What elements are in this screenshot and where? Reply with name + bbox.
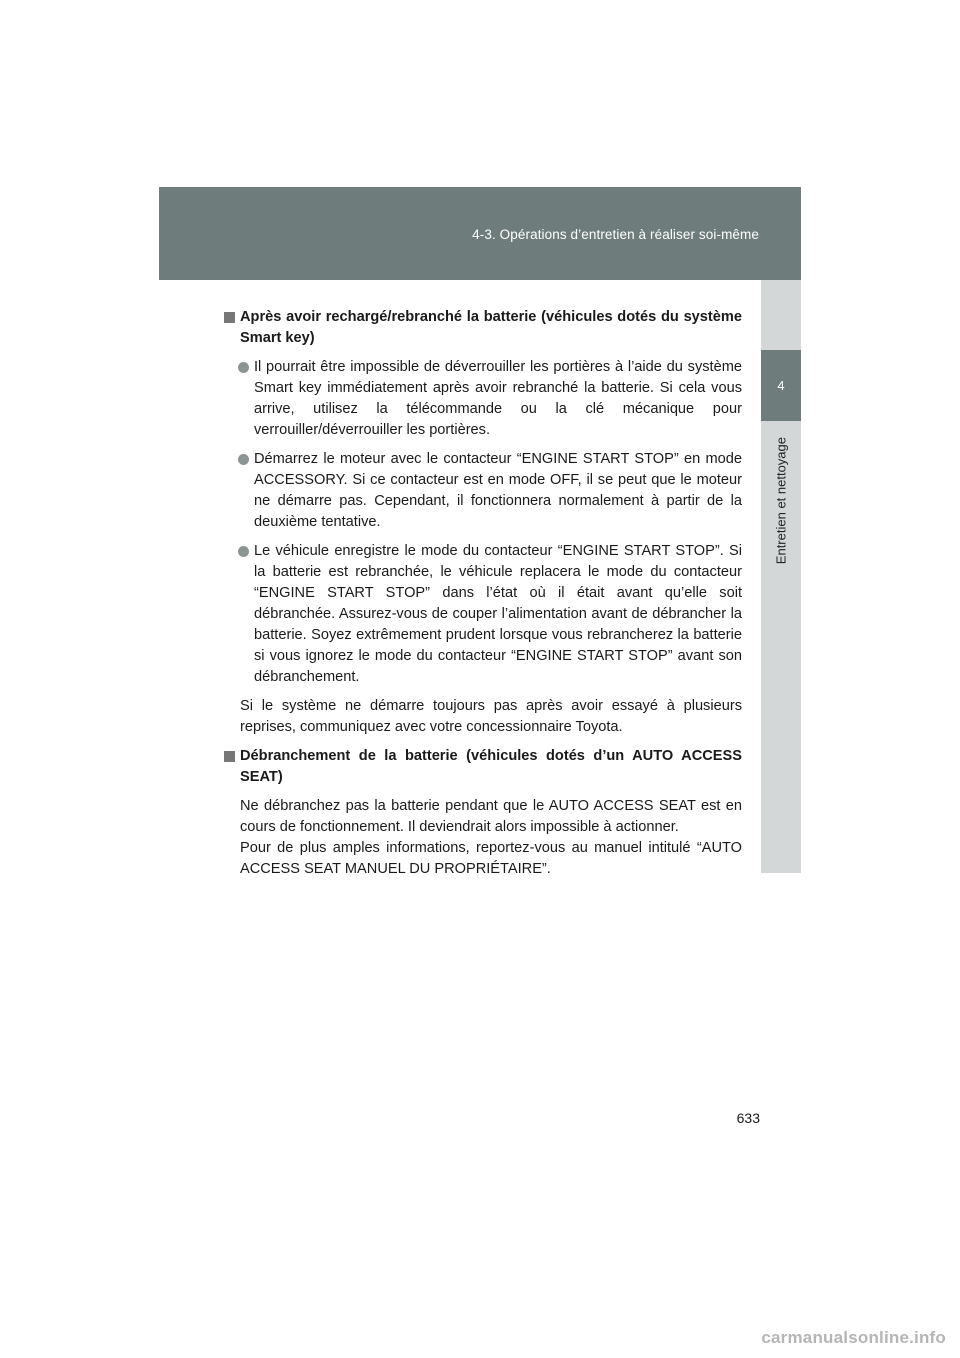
note-text: Si le système ne démarre toujours pas après avoir essayé à plusieurs reprises, communiquez avec votre concessionnaire Toyota.	[240, 698, 742, 735]
access-seat-paragraph	[224, 796, 742, 880]
heading-smart-key	[224, 307, 742, 349]
heading-access-seat	[224, 746, 742, 788]
chapter-tab	[761, 421, 801, 873]
list-item	[224, 541, 742, 688]
list-item-text: Il pourrait être impossible de déverrouiller les portières à l’aide du système Smart key immédiatement après avoir rebranché la batterie. Si cela vous arrive, utilisez la télécommande ou la clé mécanique pour verrouiller/déverrouiller les portières.	[254, 359, 742, 438]
page-content	[224, 307, 742, 888]
paragraph-line: Pour de plus amples informations, reportez-vous au manuel intitulé “AUTO ACCESS SEAT MANUEL DU PROPRIÉTAIRE”.	[240, 840, 742, 877]
chapter-label: Entretien et nettoyage	[773, 437, 789, 565]
circle-bullet-icon	[238, 362, 249, 373]
watermark: carmanualsonline.info	[761, 1328, 946, 1347]
circle-bullet-icon	[238, 546, 249, 557]
chapter-number: 4	[761, 350, 801, 421]
paragraph-line: Ne débranchez pas la batterie pendant que le AUTO ACCESS SEAT est en cours de fonctionnement. Il deviendrait alors impossible à actionner.	[240, 798, 742, 835]
page-number: 633	[736, 1110, 760, 1126]
list-item-text: Le véhicule enregistre le mode du contacteur “ENGINE START STOP”. Si la batterie est rebranchée, le véhicule replacera le mode du contacteur “ENGINE START STOP” dans l’état où il était avant qu’elle soit débranchée. Assurez-vous de couper l’alimentation avant de débrancher la batterie. Soyez extrêmement prudent lorsque vous rebrancherez la batterie si vous ignorez le mode du contacteur “ENGINE START STOP” avant son débranchement.	[254, 543, 742, 685]
list-item-text: Démarrez le moteur avec le contacteur “ENGINE START STOP” en mode ACCESSORY. Si ce contacteur est en mode OFF, il se peut que le moteur ne démarre pas. Cependant, il fonctionnera normalement à partir de la deuxième tentative.	[254, 451, 742, 530]
square-bullet-icon	[224, 751, 235, 762]
side-tab-top	[761, 280, 801, 350]
circle-bullet-icon	[238, 454, 249, 465]
heading-text: Débranchement de la batterie (véhicules dotés d’un AUTO ACCESS SEAT)	[240, 748, 742, 785]
section-title: 4-3. Opérations d’entretien à réaliser soi-même	[472, 227, 759, 242]
list-item	[224, 449, 742, 533]
note-paragraph	[224, 696, 742, 738]
section-header	[159, 187, 801, 280]
heading-text: Après avoir rechargé/rebranché la batterie (véhicules dotés du système Smart key)	[240, 309, 742, 346]
list-item	[224, 357, 742, 441]
square-bullet-icon	[224, 312, 235, 323]
